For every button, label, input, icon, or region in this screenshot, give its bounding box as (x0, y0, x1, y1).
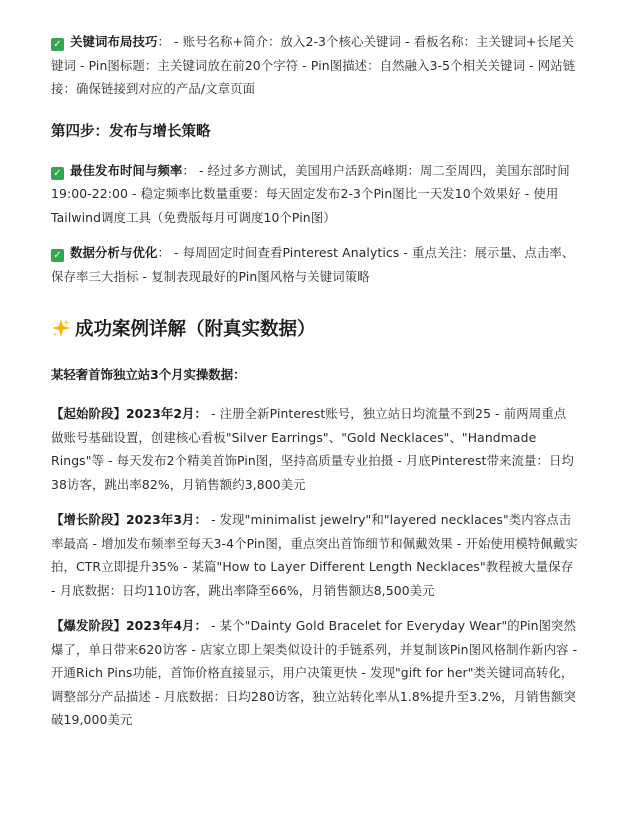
keyword-tips-paragraph (51, 30, 578, 101)
check-mark-icon: ✓ (51, 38, 64, 51)
phase-start-title: 【起始阶段】2023年2月： (51, 406, 208, 421)
keyword-tips-title: 关键词布局技巧 (70, 34, 158, 49)
analytics-paragraph (51, 241, 578, 288)
case-study-subtitle: 某轻奢首饰独立站3个月实操数据： (51, 367, 246, 382)
posting-time-title: 最佳发布时间与频率 (70, 162, 183, 178)
case-study-heading (51, 316, 578, 344)
case-study-heading-text: 成功案例详解（附真实数据） (75, 319, 316, 340)
phase-burst-title: 【爆发阶段】2023年4月： (51, 618, 208, 633)
keyword-tips-body: ： - 账号名称+简介：放入2-3个核心关键词 - 看板名称：主关键词+长尾关键词 - Pin图标题：主关键词放在前20个字符 - Pin图描述：自然融入3-5个相关关键词 - 网站链接：确保链接到对应的产品/文章页面 (51, 34, 576, 96)
check-mark-icon: ✓ (51, 249, 64, 262)
phase-burst-paragraph (51, 614, 578, 732)
step4-heading: 第四步：发布与增长策略 (51, 123, 211, 140)
sparkles-icon (51, 318, 71, 338)
analytics-title: 数据分析与优化 (70, 245, 158, 260)
phase-burst-body: - 某个"Dainty Gold Bracelet for Everyday Wear"的Pin图突然爆了，单日带来620访客 - 店家立即上架类似设计的手链系列，并复制该Pin图风格制作新内容 - 开通Rich Pins功能，首饰价格直接显示，用户决策更快 - 发现"gift for her"类关键词高转化，调整部分产品描述 - 月底数据：日均280访客，独立站转化率从1.8%提升至3.2%，月销售额突破19,000美元 (51, 618, 578, 727)
posting-time-paragraph (51, 159, 578, 230)
phase-growth-body: - 发现"minimalist jewelry"和"layered necklaces"类内容点击率最高 - 增加发布频率至每天3-4个Pin图，重点突出首饰细节和佩戴效果 - 开始使用模特佩戴实拍，CTR立即提升35% - 某篇"How to Layer Different Length Necklaces"教程被大量保存 - 月底数据：日均110访客，跳出率降至66%，月销售额达8,500美元 (51, 512, 578, 598)
check-mark-icon: ✓ (51, 167, 64, 180)
posting-time-body: ： - 经过多方测试，美国用户活跃高峰期：周二至周四，美国东部时间19:00-22:00 - 稳定频率比数量重要：每天固定发布2-3个Pin图比一天发10个效果好 - 使用Tailwind调度工具（免费版每月可调度10个Pin图） (51, 162, 570, 225)
phase-growth-title: 【增长阶段】2023年3月： (51, 512, 208, 527)
phase-start-body: - 注册全新Pinterest账号，独立站日均流量不到25 - 前两周重点做账号基础设置，创建核心看板"Silver Earrings"、"Gold Necklaces"、"Handmade Rings"等 - 每天发布2个精美首饰Pin图，坚持高质量专业拍摄 - 月底Pinterest带来流量：日均38访客，跳出率82%，月销售额约3,800美元 (51, 406, 574, 492)
phase-growth-paragraph (51, 508, 578, 602)
phase-start-paragraph (51, 402, 578, 496)
analytics-body: ： - 每周固定时间查看Pinterest Analytics - 重点关注：展示量、点击率、保存率三大指标 - 复制表现最好的Pin图风格与关键词策略 (51, 245, 575, 284)
